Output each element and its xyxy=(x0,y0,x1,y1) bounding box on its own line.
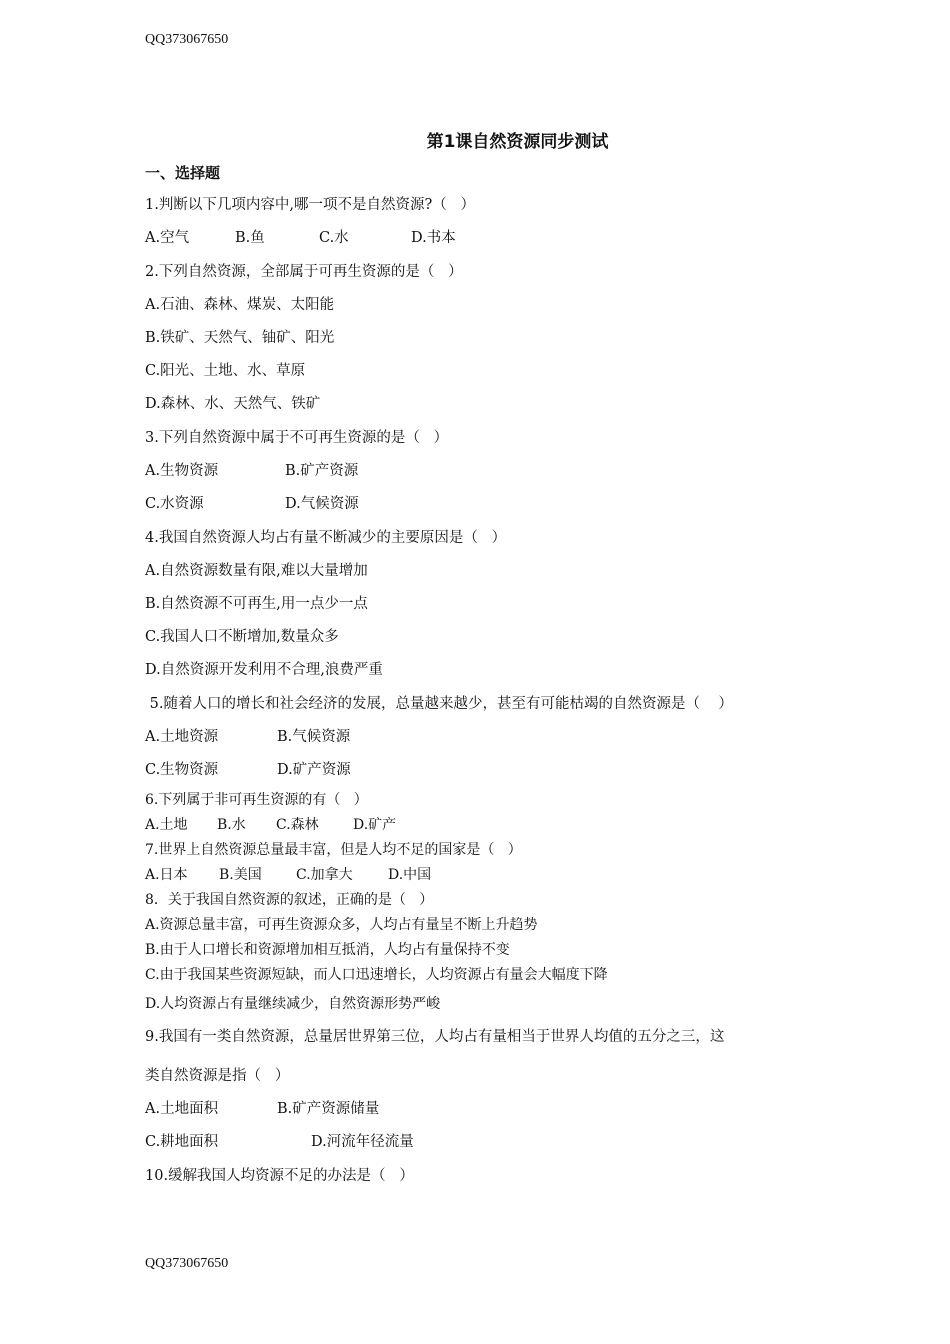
header-qq: QQ373067650 xyxy=(145,32,229,47)
q6-option-d: D.矿产 xyxy=(353,817,397,833)
q10-stem: 10.缓解我国人均资源不足的办法是（ ） xyxy=(145,1168,414,1184)
q1-option-a: A.空气 xyxy=(145,230,190,246)
q7-option-b: B.美国 xyxy=(219,867,262,883)
q6-option-a: A.土地 xyxy=(145,817,188,833)
page-title: 第1课自然资源同步测试 xyxy=(426,132,609,152)
q2-option-d: D.森林、水、天然气、铁矿 xyxy=(145,396,321,412)
q8-stem: 8．关于我国自然资源的叙述，正确的是（ ） xyxy=(145,892,434,908)
q3-option-d: D.气候资源 xyxy=(285,496,359,512)
q7-stem: 7.世界上自然资源总量最丰富，但是人均不足的国家是（ ） xyxy=(145,842,522,858)
q7-option-a: A.日本 xyxy=(145,867,188,883)
q8-option-d: D.人均资源占有量继续减少，自然资源形势严峻 xyxy=(145,996,441,1012)
q3-option-c: C.水资源 xyxy=(145,496,204,512)
q5-option-d: D.矿产资源 xyxy=(277,762,351,778)
q9-option-b: B.矿产资源储量 xyxy=(277,1101,380,1117)
q1-option-b: B.鱼 xyxy=(235,230,265,246)
q5-stem: 5.随着人口的增长和社会经济的发展，总量越来越少，甚至有可能枯竭的自然资源是（ ） xyxy=(145,696,733,712)
q4-option-b: B.自然资源不可再生,用一点少一点 xyxy=(145,596,368,612)
section-heading: 一、选择题 xyxy=(145,164,221,182)
q9-stem-line2: 类自然资源是指（ ） xyxy=(145,1068,290,1084)
q2-stem: 2.下列自然资源，全部属于可再生资源的是（ ） xyxy=(145,264,463,280)
q5-option-a: A.土地资源 xyxy=(145,729,219,745)
q1-option-c: C.水 xyxy=(319,230,349,246)
q7-option-d: D.中国 xyxy=(388,867,432,883)
q6-option-b: B.水 xyxy=(217,817,246,833)
q4-option-a: A.自然资源数量有限,难以大量增加 xyxy=(145,563,368,579)
q2-option-a: A.石油、森林、煤炭、太阳能 xyxy=(145,297,335,313)
q8-option-c: C.由于我国某些资源短缺，而人口迅速增长，人均资源占有量会大幅度下降 xyxy=(145,967,608,983)
q8-option-a: A.资源总量丰富，可再生资源众多，人均占有量呈不断上升趋势 xyxy=(145,917,538,933)
q4-stem: 4.我国自然资源人均占有量不断减少的主要原因是（ ） xyxy=(145,530,507,546)
q3-stem: 3.下列自然资源中属于不可再生资源的是（ ） xyxy=(145,430,449,446)
q8-option-b: B.由于人口增长和资源增加相互抵消，人均占有量保持不变 xyxy=(145,942,510,958)
q7-option-c: C.加拿大 xyxy=(296,867,353,883)
q2-option-c: C.阳光、土地、水、草原 xyxy=(145,363,306,379)
q5-option-b: B.气候资源 xyxy=(277,729,351,745)
q9-option-c: C.耕地面积 xyxy=(145,1134,219,1150)
q6-option-c: C.森林 xyxy=(276,817,319,833)
q4-option-d: D.自然资源开发利用不合理,浪费严重 xyxy=(145,662,383,678)
footer-qq: QQ373067650 xyxy=(145,1256,229,1271)
q3-option-b: B.矿产资源 xyxy=(285,463,359,479)
q2-option-b: B.铁矿、天然气、铀矿、阳光 xyxy=(145,330,335,346)
q9-stem-line1: 9.我国有一类自然资源，总量居世界第三位，人均占有量相当于世界人均值的五分之三，这 xyxy=(145,1029,725,1045)
q9-option-a: A.土地面积 xyxy=(145,1101,219,1117)
q1-stem: 1.判断以下几项内容中,哪一项不是自然资源?（ ） xyxy=(145,197,476,213)
q4-option-c: C.我国人口不断增加,数量众多 xyxy=(145,629,339,645)
q3-option-a: A.生物资源 xyxy=(145,463,219,479)
q5-option-c: C.生物资源 xyxy=(145,762,219,778)
q9-option-d: D.河流年径流量 xyxy=(311,1134,414,1150)
q6-stem: 6.下列属于非可再生资源的有（ ） xyxy=(145,792,368,808)
q1-option-d: D.书本 xyxy=(411,230,456,246)
